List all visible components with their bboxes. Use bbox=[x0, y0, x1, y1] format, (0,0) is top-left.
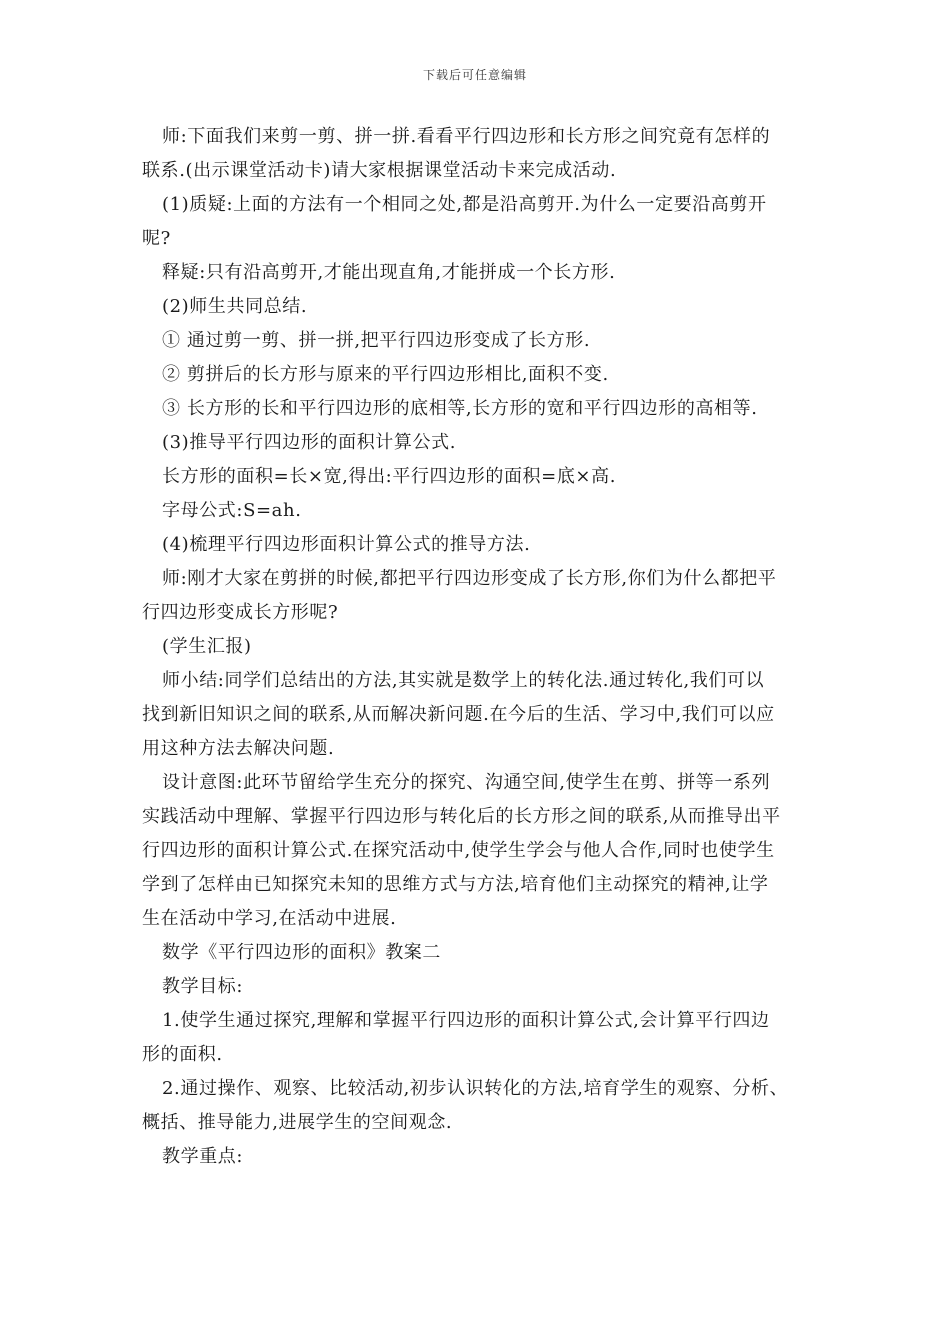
text-line: 找到新旧知识之间的联系,从而解决新问题.在今后的生活、学习中,我们可以应 bbox=[142, 704, 775, 725]
text-line: 学到了怎样由已知探究未知的思维方式与方法,培育他们主动探究的精神,让学 bbox=[142, 874, 769, 895]
text-line: ② 剪拼后的长方形与原来的平行四边形相比,面积不变. bbox=[162, 364, 609, 385]
text-line: 呢? bbox=[142, 228, 171, 249]
document-body bbox=[142, 120, 818, 1174]
text-line: (1)质疑:上面的方法有一个相同之处,都是沿高剪开.为什么一定要沿高剪开 bbox=[162, 194, 767, 215]
text-line: 2.通过操作、观察、比较活动,初步认识转化的方法,培育学生的观察、分析、 bbox=[162, 1078, 789, 1099]
text-line: (3)推导平行四边形的面积计算公式. bbox=[162, 432, 457, 453]
text-line: 教学目标: bbox=[162, 976, 244, 997]
text-line: ① 通过剪一剪、拼一拼,把平行四边形变成了长方形. bbox=[162, 330, 591, 351]
text-line: 释疑:只有沿高剪开,才能出现直角,才能拼成一个长方形. bbox=[162, 262, 616, 283]
text-line: 数学《平行四边形的面积》教案二 bbox=[162, 942, 441, 963]
text-line: 生在活动中学习,在活动中进展. bbox=[142, 908, 397, 929]
text-line: 行四边形的面积计算公式.在探究活动中,使学生学会与他人合作,同时也使学生 bbox=[142, 840, 775, 861]
text-line: 实践活动中理解、掌握平行四边形与转化后的长方形之间的联系,从而推导出平 bbox=[142, 806, 781, 827]
text-line: 用这种方法去解决问题. bbox=[142, 738, 335, 759]
text-line: 教学重点: bbox=[162, 1146, 244, 1167]
page-header-note: 下载后可任意编辑 bbox=[422, 68, 527, 82]
text-line: 概括、推导能力,进展学生的空间观念. bbox=[142, 1112, 453, 1133]
text-line: 1.使学生通过探究,理解和掌握平行四边形的面积计算公式,会计算平行四边 bbox=[162, 1010, 770, 1031]
text-line: 师:下面我们来剪一剪、拼一拼.看看平行四边形和长方形之间究竟有怎样的 bbox=[162, 126, 771, 147]
text-line: 行四边形变成长方形呢? bbox=[142, 602, 339, 623]
text-line: 师:刚才大家在剪拼的时候,都把平行四边形变成了长方形,你们为什么都把平 bbox=[162, 568, 777, 589]
text-line: 师小结:同学们总结出的方法,其实就是数学上的转化法.通过转化,我们可以 bbox=[162, 670, 765, 691]
text-line: (2)师生共同总结. bbox=[162, 296, 308, 317]
text-line: (4)梳理平行四边形面积计算公式的推导方法. bbox=[162, 534, 531, 555]
text-line: 设计意图:此环节留给学生充分的探究、沟通空间,使学生在剪、拼等一系列 bbox=[162, 772, 771, 793]
text-line: 字母公式:S=ah. bbox=[162, 500, 302, 521]
text-line: 联系.(出示课堂活动卡)请大家根据课堂活动卡来完成活动. bbox=[142, 160, 617, 181]
text-line: (学生汇报) bbox=[162, 636, 252, 657]
text-line: ③ 长方形的长和平行四边形的底相等,长方形的宽和平行四边形的高相等. bbox=[162, 398, 758, 419]
text-line: 长方形的面积=长×宽,得出:平行四边形的面积=底×高. bbox=[162, 466, 617, 487]
text-line: 形的面积. bbox=[142, 1044, 223, 1065]
